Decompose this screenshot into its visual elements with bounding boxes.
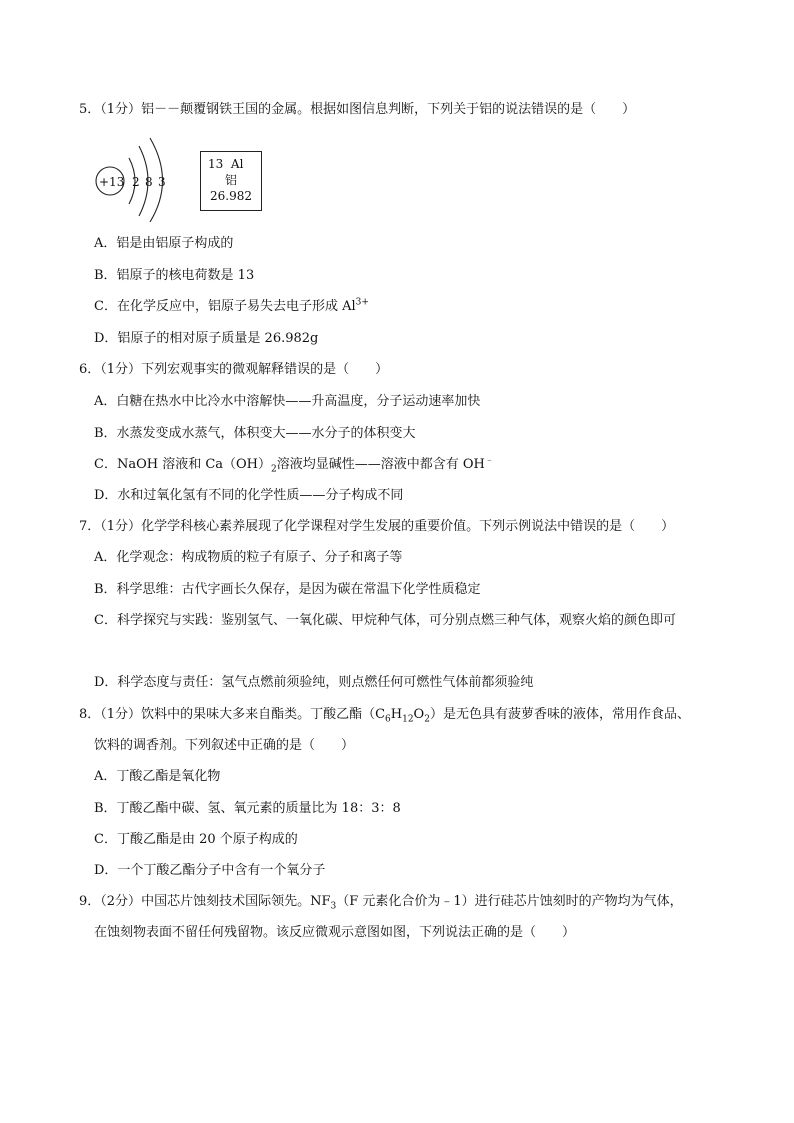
element-name: 铝	[224, 173, 237, 187]
question-8-stem	[79, 706, 690, 724]
formula-part: H	[390, 707, 403, 722]
question-number: 8．	[79, 707, 101, 722]
shell-3-electrons: 3	[158, 175, 166, 189]
question-5-option-b: B．铝原子的核电荷数是 13	[94, 268, 255, 283]
question-5-option-c	[94, 298, 369, 316]
question-7-option-a: A．化学观念：构成物质的粒子有原子、分子和离子等	[94, 550, 403, 565]
charge-superscript: 3+	[355, 297, 369, 308]
question-text: （F 元素化合价为﹣1）进行硅芯片蚀刻时的产物均为气体，	[336, 894, 683, 909]
question-8-option-d: D．一个丁酸乙酯分子中含有一个氧分子	[94, 863, 326, 878]
periodic-table-cell	[200, 151, 262, 211]
question-8-stem-line2: 饮料的调香剂。下列叙述中正确的是（ ）	[94, 738, 355, 753]
charge-superscript: ﹣	[484, 455, 494, 466]
question-6-option-c	[94, 456, 494, 474]
subscript: 12	[402, 714, 414, 725]
question-8-option-a: A．丁酸乙酯是氧化物	[94, 769, 221, 784]
formula-part: O	[413, 707, 425, 722]
atomic-number: 13	[208, 157, 224, 171]
question-6-option-d: D．水和过氧化氢有不同的化学性质——分子构成不同	[94, 488, 404, 503]
shell-1-electrons: 2	[132, 175, 140, 189]
question-text: 下列宏观事实的微观解释错误的是（ ）	[141, 362, 389, 377]
question-text: 饮料中的果味大多来自酯类。丁酸乙酯（C	[141, 707, 386, 722]
question-text: 化学学科核心素养展现了化学课程对学生发展的重要价值。下列示例说法中错误的是（ ）	[141, 519, 675, 534]
subscript: 3	[330, 901, 337, 912]
question-7-stem	[79, 518, 674, 536]
question-5-option-a: A．铝是由铝原子构成的	[94, 236, 234, 251]
question-number: 5．	[79, 102, 101, 117]
option-text: 溶液均显碱性——溶液中都含有 OH	[276, 457, 485, 472]
option-text: C．在化学反应中，铝原子易失去电子形成 Al	[94, 299, 356, 314]
question-score: （1分）	[100, 362, 142, 377]
question-5-stem	[79, 101, 635, 119]
element-symbol: Al	[230, 157, 244, 171]
question-number: 9．	[79, 894, 101, 909]
question-text: 中国芯片蚀刻技术国际领先。NF	[141, 894, 331, 909]
question-number: 6．	[79, 362, 101, 377]
question-9-stem	[79, 893, 683, 911]
question-score: （1分）	[100, 519, 142, 534]
question-6-stem	[79, 361, 388, 379]
question-text: ）是无色具有菠萝香味的液体，常用作食品、	[429, 707, 690, 722]
question-score: （1分）	[100, 102, 142, 117]
subscript: 2	[424, 714, 430, 725]
question-8-option-c: C．丁酸乙酯是由 20 个原子构成的	[94, 832, 298, 847]
question-8-option-b: B．丁酸乙酯中碳、氢、氧元素的质量比为 18：3：8	[94, 801, 401, 816]
atomic-mass: 26.982	[210, 189, 252, 203]
question-number: 7．	[79, 519, 101, 534]
option-text: C．NaOH 溶液和 Ca（OH）	[94, 457, 272, 472]
question-9-stem-line2: 在蚀刻物表面不留任何残留物。该反应微观示意图如图，下列说法正确的是（ ）	[94, 925, 576, 940]
nucleus-charge: +13	[99, 175, 125, 189]
subscript: 6	[385, 714, 391, 725]
question-5-option-d: D．铝原子的相对原子质量是 26.982g	[94, 331, 319, 346]
question-7-option-b: B．科学思维：古代字画长久保存，是因为碳在常温下化学性质稳定	[94, 582, 481, 597]
question-6-option-b: B．水蒸发变成水蒸气，体积变大——水分子的体积变大	[94, 426, 416, 441]
question-6-option-a: A．白糖在热水中比冷水中溶解快——升高温度，分子运动速率加快	[94, 394, 481, 409]
question-7-option-c: C．科学探究与实践：鉴别氢气、一氧化碳、甲烷种气体，可分别点燃三种气体，观察火焰的颜色即可	[94, 613, 676, 628]
shell-2-electrons: 8	[145, 175, 153, 189]
question-score: （1分）	[100, 707, 142, 722]
question-score: （2分）	[100, 894, 142, 909]
question-text: 铝－－颠覆钢铁王国的金属。根据如图信息判断，下列关于铝的说法错误的是（ ）	[141, 102, 636, 117]
subscript: 2	[271, 464, 277, 475]
question-7-option-d: D．科学态度与责任：氢气点燃前须验纯，则点燃任何可燃性气体前都须验纯	[94, 675, 534, 690]
